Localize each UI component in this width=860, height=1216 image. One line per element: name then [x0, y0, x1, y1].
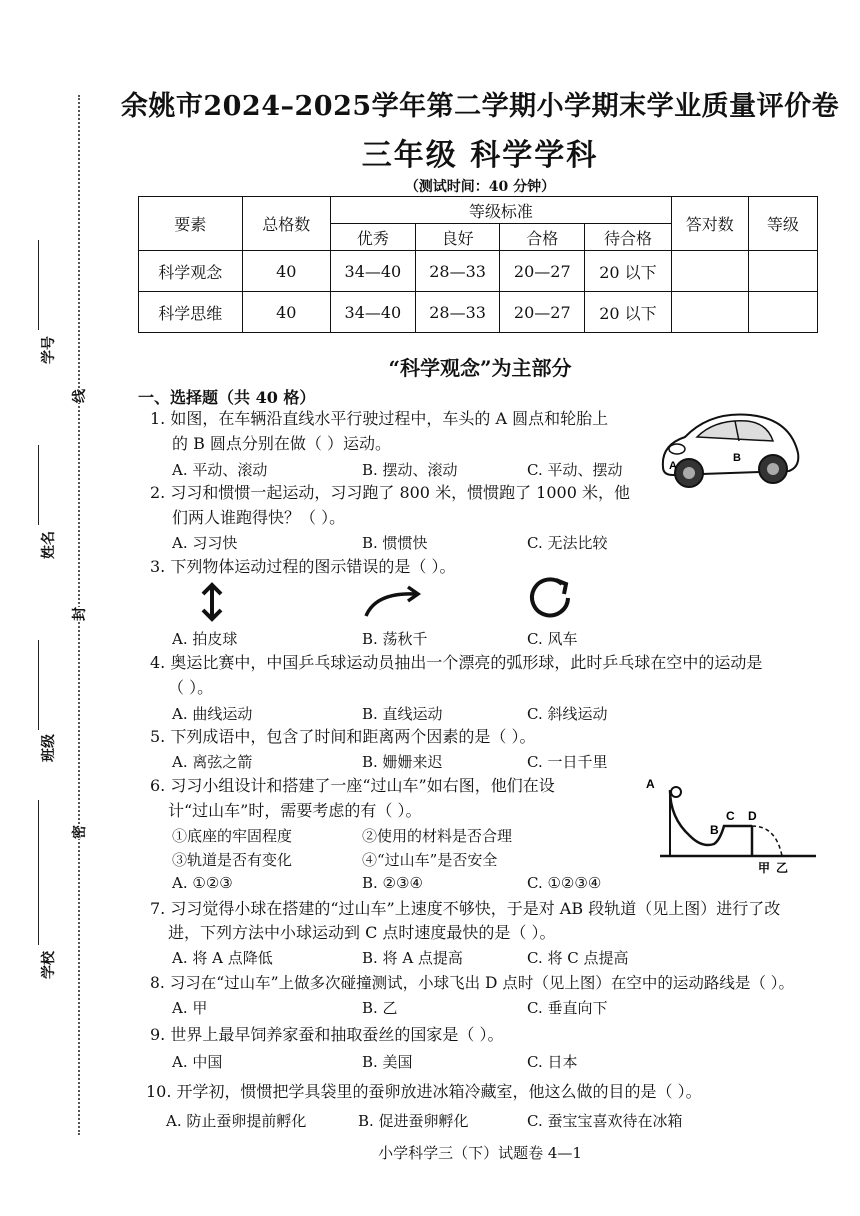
- header-standard: 等级标准: [331, 197, 672, 224]
- q1-option-b[interactable]: B. 摆动、滚动: [362, 461, 458, 479]
- coaster-point-c-label: C: [726, 809, 735, 823]
- header-total: 总格数: [242, 197, 331, 251]
- class-label: 班级: [41, 734, 57, 762]
- car-point-b-label: B: [733, 452, 741, 464]
- q5-option-a[interactable]: A. 离弦之箭: [172, 753, 253, 771]
- q7-option-b[interactable]: B. 将 A 点提高: [362, 949, 463, 967]
- q9-option-b[interactable]: B. 美国: [362, 1053, 413, 1071]
- q6-option-c[interactable]: C. ①②③④: [527, 874, 602, 892]
- row-range: 34—40: [331, 251, 416, 292]
- section-title: “科学观念”为主部分: [388, 356, 572, 380]
- q3-option-c[interactable]: C. 风车: [527, 630, 578, 648]
- row-range: 28—33: [415, 251, 500, 292]
- q10-option-a[interactable]: A. 防止蚕卵提前孵化: [166, 1112, 307, 1130]
- time-note: （测试时间：40 分钟）: [404, 179, 556, 195]
- grade-cell[interactable]: [748, 251, 817, 292]
- level-good: 良好: [415, 224, 500, 251]
- q3-option-a[interactable]: A. 拍皮球: [172, 630, 238, 648]
- table-row: [139, 292, 818, 333]
- level-excellent: 优秀: [331, 224, 416, 251]
- q10-stem: 10. 开学初，惯惯把学具袋里的蚕卵放进冰箱冷藏室，他这么做的目的是（ ）。: [146, 1082, 702, 1101]
- row-range: 20 以下: [585, 292, 672, 333]
- coaster-point-b-label: B: [710, 823, 719, 837]
- student-number-label: 学号: [41, 336, 57, 364]
- car-illustration: [655, 405, 805, 497]
- q1-stem-line1: 1. 如图，在车辆沿直线水平行驶过程中，车头的 A 圆点和轮胎上: [150, 409, 609, 428]
- header-grade: 等级: [748, 197, 817, 251]
- q10-option-c[interactable]: C. 蚕宝宝喜欢待在冰箱: [527, 1112, 683, 1130]
- q6-choice-2: ②使用的材料是否合理: [362, 827, 513, 845]
- q3-option-b[interactable]: B. 荡秋千: [362, 630, 428, 648]
- q5-option-c[interactable]: C. 一日千里: [527, 753, 608, 771]
- level-pass: 合格: [500, 224, 585, 251]
- seal-line-char: 线: [69, 389, 89, 403]
- q8-option-b[interactable]: B. 乙: [362, 999, 398, 1017]
- header-correct: 答对数: [671, 197, 748, 251]
- q1-stem-line2: 的 B 圆点分别在做（ ）运动。: [172, 434, 392, 453]
- q1-option-c[interactable]: C. 平动、摆动: [527, 461, 623, 479]
- path-jia-label: 甲: [758, 861, 771, 875]
- q7-stem-line2: 进，下列方法中小球运动到 C 点时速度最快的是（ ）。: [168, 923, 556, 942]
- circular-arrow-icon: [528, 578, 574, 622]
- q6-choice-4: ④“过山车”是否安全: [362, 851, 498, 869]
- q6-stem-line2: 计“过山车”时，需要考虑的有（ ）。: [168, 801, 422, 820]
- double-arrow-icon: [200, 582, 224, 622]
- row-total: 40: [242, 292, 331, 333]
- row-name: 科学观念: [139, 251, 243, 292]
- grade-cell[interactable]: [748, 292, 817, 333]
- q4-option-b[interactable]: B. 直线运动: [362, 705, 443, 723]
- seal-secret-char: 密: [69, 825, 89, 839]
- row-range: 20—27: [500, 292, 585, 333]
- q4-stem-line1: 4. 奥运比赛中，中国乒乓球运动员抽出一个漂亮的弧形球，此时乒乓球在空中的运动是: [150, 653, 763, 672]
- row-range: 34—40: [331, 292, 416, 333]
- car-point-a-label: A: [669, 460, 677, 472]
- score-table: [138, 196, 818, 333]
- school-label: 学校: [41, 951, 57, 979]
- q6-stem-line1: 6. 习习小组设计和搭建了一座“过山车”如右图，他们在设: [150, 776, 555, 795]
- part-heading: 一、选择题（共 40 格）: [138, 388, 316, 407]
- q9-option-c[interactable]: C. 日本: [527, 1053, 578, 1071]
- q7-option-c[interactable]: C. 将 C 点提高: [527, 949, 629, 967]
- q9-option-a[interactable]: A. 中国: [172, 1053, 223, 1071]
- q2-stem-line1: 2. 习习和惯惯一起运动，习习跑了 800 米，惯惯跑了 1000 米，他: [150, 483, 630, 502]
- q6-option-a[interactable]: A. ①②③: [172, 874, 233, 892]
- q7-option-a[interactable]: A. 将 A 点降低: [172, 949, 273, 967]
- name-label: 姓名: [41, 531, 57, 559]
- q8-stem: 8. 习习在“过山车”上做多次碰撞测试，小球飞出 D 点时（见上图）在空中的运动路线是（ ）。: [150, 974, 795, 992]
- q1-option-a[interactable]: A. 平动、滚动: [172, 461, 268, 479]
- q8-option-c[interactable]: C. 垂直向下: [527, 999, 608, 1017]
- q7-stem-line1: 7. 习习觉得小球在搭建的“过山车”上速度不够快，于是对 AB 段轨道（见上图）进行了改: [150, 899, 781, 918]
- student-number-blank: [38, 240, 40, 330]
- q3-stem: 3. 下列物体运动过程的图示错误的是（ ）。: [150, 557, 456, 576]
- q2-stem-line2: 们两人谁跑得快？（ ）。: [172, 508, 346, 527]
- exam-subtitle: 三年级 科学学科: [361, 138, 599, 173]
- q8-option-a[interactable]: A. 甲: [172, 999, 208, 1017]
- q5-stem: 5. 下列成语中，包含了时间和距离两个因素的是（ ）。: [150, 727, 536, 746]
- row-name: 科学思维: [139, 292, 243, 333]
- q2-option-c[interactable]: C. 无法比较: [527, 534, 608, 552]
- q4-option-a[interactable]: A. 曲线运动: [172, 705, 253, 723]
- exam-title: 余姚市2024–2025学年第二学期小学期末学业质量评价卷: [120, 91, 840, 122]
- q10-option-b[interactable]: B. 促进蚕卵孵化: [358, 1112, 469, 1130]
- correct-count-cell[interactable]: [671, 251, 748, 292]
- seal-seal-char: 封: [69, 607, 89, 621]
- q4-option-c[interactable]: C. 斜线运动: [527, 705, 608, 723]
- name-blank: [38, 445, 40, 525]
- curved-arrow-icon: [362, 584, 424, 620]
- row-range: 20 以下: [585, 251, 672, 292]
- row-range: 20—27: [500, 251, 585, 292]
- q9-stem: 9. 世界上最早饲养家蚕和抽取蚕丝的国家是（ ）。: [150, 1025, 504, 1044]
- q6-choice-3: ③轨道是否有变化: [172, 851, 293, 869]
- coaster-point-d-label: D: [748, 809, 757, 823]
- coaster-point-a-label: A: [646, 777, 655, 791]
- q2-option-a[interactable]: A. 习习快: [172, 534, 238, 552]
- q6-option-b[interactable]: B. ②③④: [362, 874, 423, 892]
- class-blank: [38, 640, 40, 730]
- q2-option-b[interactable]: B. 惯惯快: [362, 534, 428, 552]
- path-yi-label: 乙: [776, 861, 789, 875]
- table-row: [139, 251, 818, 292]
- school-blank: [38, 800, 40, 945]
- roller-coaster-diagram: [640, 778, 822, 876]
- q5-option-b[interactable]: B. 姗姗来迟: [362, 753, 443, 771]
- q4-stem-line2: （ ）。: [168, 678, 214, 697]
- page-footer: 小学科学三（下）试题卷 4—1: [378, 1144, 582, 1162]
- header-element: 要素: [139, 197, 243, 251]
- row-range: 28—33: [415, 292, 500, 333]
- level-fail: 待合格: [585, 224, 672, 251]
- q6-choice-1: ①底座的牢固程度: [172, 827, 293, 845]
- row-total: 40: [242, 251, 331, 292]
- correct-count-cell[interactable]: [671, 292, 748, 333]
